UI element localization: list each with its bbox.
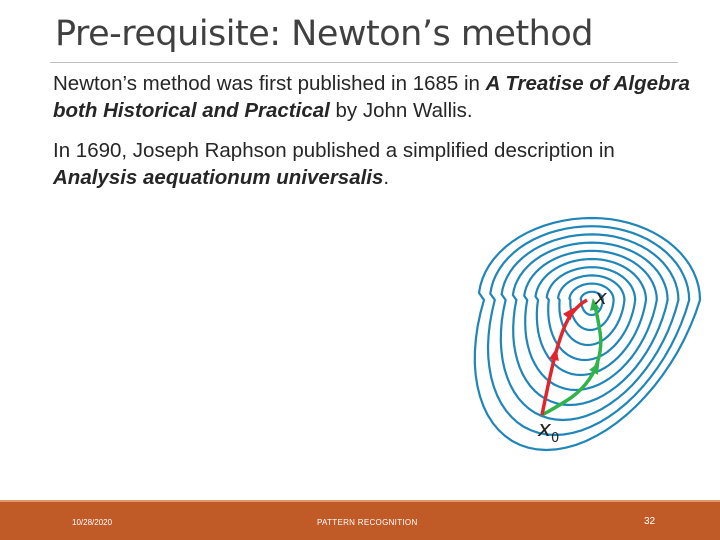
label-x0 — [537, 417, 559, 446]
contour-line — [501, 234, 679, 420]
title-divider — [50, 62, 678, 63]
contour-diagram — [470, 210, 720, 460]
footer-accent-line — [0, 500, 720, 502]
paragraph-history-end: by John Wallis. — [329, 99, 473, 122]
paragraph-raphson — [53, 137, 693, 191]
contour-lines — [475, 218, 700, 450]
book-title-analysis: Analysis aequationum universalis — [53, 166, 384, 189]
slide-title: Pre-requisite: Newton’s method — [55, 14, 593, 54]
footer-bar — [0, 500, 720, 540]
book-title-treatise: A Treatise of Algebra both Historical and Practical — [53, 72, 690, 122]
label-x: x — [595, 285, 607, 309]
paragraph-history-intro: Newton’s method was first published in 1685 in — [53, 72, 486, 95]
paragraph-raphson-end: . — [383, 166, 390, 189]
footer-page-number: 32 — [644, 516, 656, 527]
label-x0-main: x — [538, 417, 552, 442]
footer-text: PATTERN RECOGNITION — [317, 518, 418, 527]
footer-date: 10/28/2020 — [72, 518, 113, 527]
label-x0-subscript: 0 — [551, 431, 560, 446]
paragraph-raphson-intro: In 1690, Joseph Raphson published a simplified description in — [53, 139, 615, 162]
paragraph-history — [53, 70, 693, 124]
